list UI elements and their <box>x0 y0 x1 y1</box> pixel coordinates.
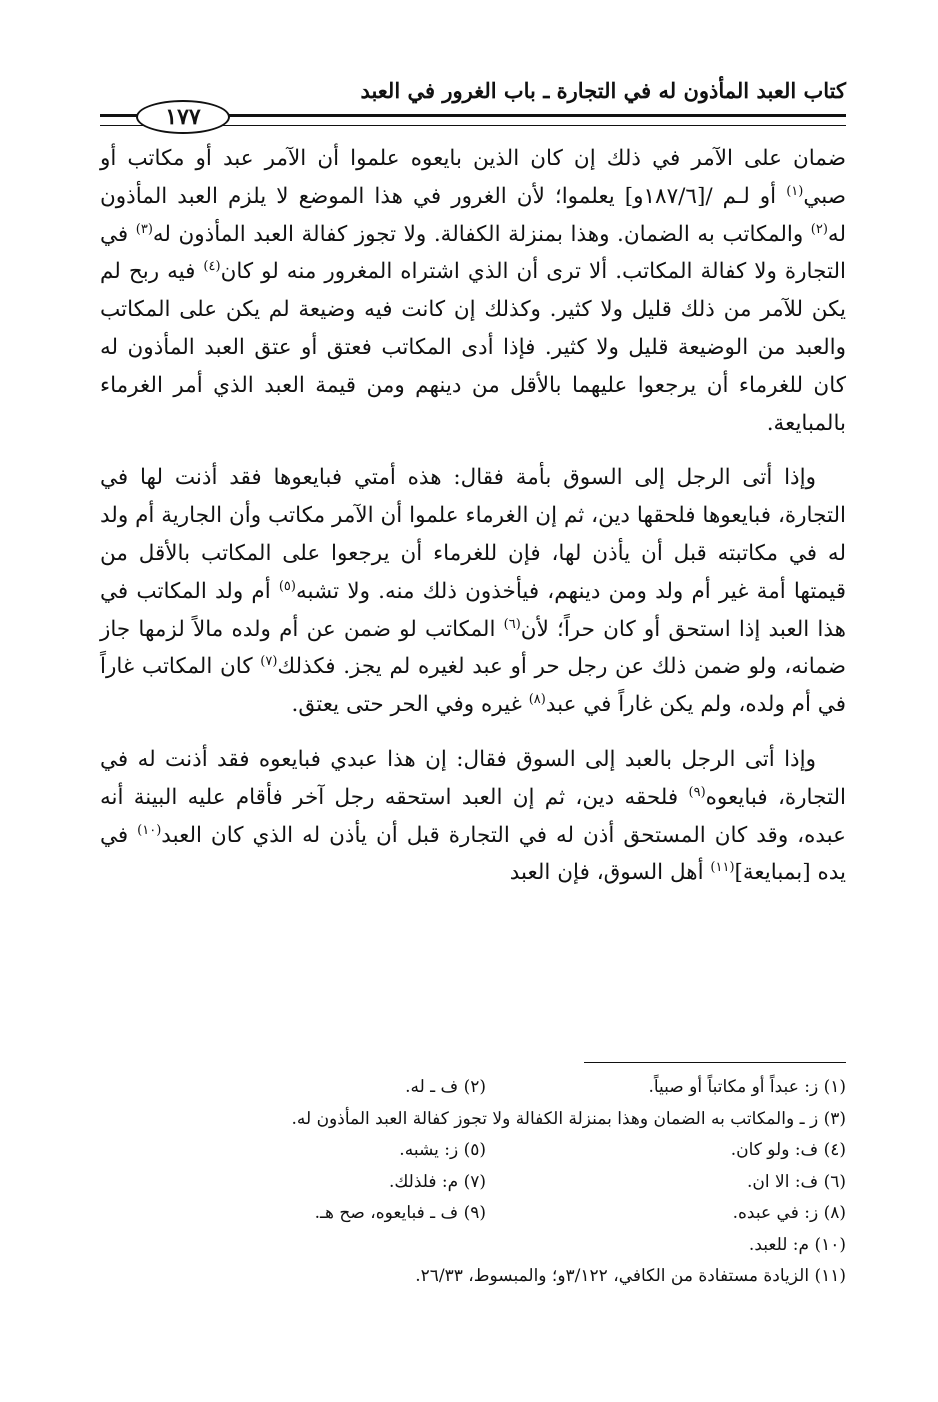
footnote-1: (١) ز: عبداً أو مكاتباً أو صبياً. <box>648 1077 846 1097</box>
footnote-row <box>100 1198 846 1230</box>
footnote-11: (١١) الزيادة مستفادة من الكافي، ٣/١٢٢و؛ والمبسوط، ٢٦/٣٣. <box>415 1266 846 1286</box>
footnote-7: (٧) م: فلذلك. <box>388 1171 486 1192</box>
footnote-2: (٢) ف ـ له. <box>405 1077 486 1097</box>
footnote-row <box>100 1072 846 1104</box>
footnote-row <box>100 1104 846 1136</box>
main-text <box>100 140 846 892</box>
footnote-ref-9: (٩) <box>688 784 706 800</box>
paragraph-2: وإذا أتى الرجل إلى السوق بأمة فقال: هذه أمتي فبايعوها فقد أذنت لها في التجارة، فبايعوها فلحقها دين، ثم إن الغرماء علموا أن الآمر مكاتب وأن الجارية أم ولد له في مكاتبته قبل أن يأذن لها، فإن للغرماء أن يرجعوا على المكاتب بالأقل من قيمتها أمة غير أم ولد ومن دينهم، فيأخذون ذلك منه. ولا تشبه$^{(٥)}$ أم ولد المكاتب في هذا العبد إذا استحق أو كان حراً؛ لأن$^{(٦)}$ المكاتب لو ضمن عن أم ولده مالاً لزمها جاز ضمانه، ولو ضمن ذلك عن رجل حر أو عبد لغيره لم يجز. فكذلك$^{(٧)}$ كان المكاتب غاراً في أم ولده، ولم يكن غاراً في عبد$^{(٨)}$ غيره وفي الحر حتى يعتق. <box>100 465 847 718</box>
page-number: ١٧٧ <box>136 100 230 134</box>
footnote-ref-6: (٦) <box>503 616 521 632</box>
footnote-10: (١٠) م: للعبد. <box>748 1234 846 1255</box>
footnote-ref-1: (١) <box>786 183 804 199</box>
footnote-separator <box>584 1062 846 1063</box>
footnote-ref-2: (٢) <box>810 221 828 237</box>
footnote-row <box>100 1261 846 1293</box>
footnote-8: (٨) ز: في عبده. <box>732 1203 846 1223</box>
footnote-row <box>100 1135 846 1167</box>
paragraph-3: وإذا أتى الرجل بالعبد إلى السوق فقال: إن هذا عبدي فبايعوه فقد أذنت له في التجارة، فبايعوه$^{(٩)}$ فلحقه دين، ثم إن العبد استحقه رجل آخر فأقام عليه البينة أنه عبده، وقد كان المستحق أذن له في التجارة قبل أن يأذن له الذي كان العبد$^{(١٠)}$ في يده [بمبايعة]$^{(١١)}$ أهل السوق، فإن العبد <box>100 746 846 886</box>
paragraph-1: ضمان على الآمر في ذلك إن كان الذين بايعوه علموا أن الآمر عبد أو مكاتب أو صبي$^{(١)}$ أو لـم /[١٨٧/٦و] يعلموا؛ لأن الغرور في هذا الموضع لا يلزم العبد المأذون له$^{(٢)}$ والمكاتب به الضمان. وهذا بمنزلة الكفالة. ولا تجوز كفالة العبد المأذون له$^{(٣)}$ في التجارة ولا كفالة المكاتب. ألا ترى أن الذي اشتراه المغرور منه لو كان$^{(٤)}$ فيه ربح لم يكن للآمر من ذلك قليل ولا كثير. وكذلك إن كانت فيه وضيعة لم يكن على المكاتب والعبد من الوضيعة قليل ولا كثير. فإذا أدى المكاتب فعتق أو عتق العبد المأذون له كان للغرماء أن يرجعوا عليهما بالأقل من دينهم ومن قيمة العبد الذي أمر الغرماء بالمبايعة. <box>100 146 846 436</box>
footnote-ref-4: (٤) <box>203 259 221 275</box>
footnote-row <box>100 1167 846 1199</box>
footnote-row <box>100 1230 846 1262</box>
footnote-ref-11: (١١) <box>710 860 735 876</box>
footnote-9: (٩) ف ـ فبايعوه، صح هـ. <box>314 1203 486 1223</box>
footnote-ref-5: (٥) <box>278 578 296 594</box>
footnote-ref-10: (١٠) <box>137 822 162 838</box>
footnote-ref-3: (٣) <box>135 221 153 237</box>
footnotes <box>100 1072 846 1293</box>
running-header-title: كتاب العبد المأذون له في التجارة ـ باب الغرور في العبد <box>360 78 846 103</box>
footnote-ref-7: (٧) <box>260 654 278 670</box>
footnote-4: (٤) ف: ولو كان. <box>730 1140 846 1160</box>
footnote-3: (٣) ز ـ والمكاتب به الضمان وهذا بمنزلة الكفالة ولا تجوز كفالة العبد المأذون له. <box>291 1108 846 1129</box>
footnote-ref-8: (٨) <box>528 692 546 707</box>
footnote-5: (٥) ز: يشبه. <box>399 1140 486 1160</box>
footnote-6: (٦) ف: الا ان. <box>746 1171 846 1192</box>
